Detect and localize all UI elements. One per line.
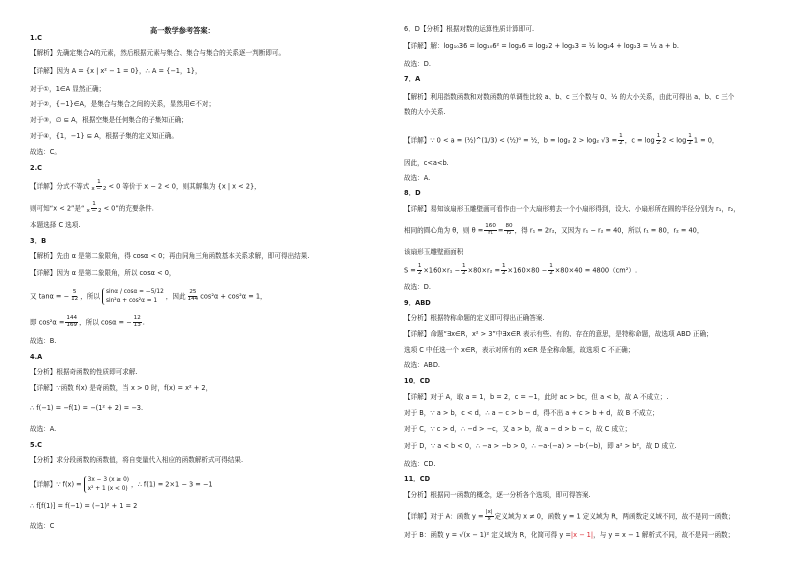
- q2-detail-line: 【详解】分式不等式 $\frac{1}{x - 2}$ < 0 等价于 x − 2 < 0，则其解集为 {x | x < 2}，: [30, 179, 261, 192]
- right-column-text-line: 6．D【分析】根据对数的运算性质计算即可.: [404, 25, 535, 33]
- left-column-text-line: 对于②，{−1}∈A，是集合与集合之间的关系，显然用∈不对；: [30, 100, 216, 108]
- right-column-text-line: 对于 C，∵ c > d，∴ −d > −c，又 a > b，故 a − d > b − c，故 C 成立；: [404, 425, 632, 433]
- right-column-text-line: 9．ABD: [404, 299, 431, 307]
- q4-detail-line: 【详解】∵函数 f(x) 是奇函数，当 x > 0 时，f(x) = x² + 2，: [30, 384, 213, 392]
- right-column-text-line: 【详解】易知该扇形玉雕壁画可看作由一个大扇形剪去一个小扇形得到，设大、小扇形所在圆的半径分别为 r₁，r₂，: [404, 205, 740, 213]
- fraction: $\frac{5}{12}$: [71, 289, 79, 303]
- right-column-text-line: 故选：ABD.: [404, 361, 440, 369]
- fraction: $\frac{1}{2}$: [549, 263, 553, 276]
- fraction: $\frac{|x|}{x}$: [485, 509, 493, 522]
- left-column-text-line: 【分析】根据奇函数的性质即可求解.: [30, 368, 138, 376]
- left-column-text-line: 对于①，1∈A 显然正确；: [30, 85, 106, 93]
- left-column-text-line: 2.C: [30, 164, 42, 172]
- fraction: $\frac{1}{2}$: [656, 133, 661, 146]
- right-column-text-line: 【详解】对于 A，取 a = 1，b = 2，c = −1，此时 ac > bc，但 a < b，故 A 不成立；.: [404, 393, 669, 401]
- left-column-text-line: 故选：C。: [30, 148, 61, 156]
- fraction: $\frac{1}{2}$: [688, 133, 692, 146]
- q8-area-line: S = $\frac{1}{2}$ ×160×r₁ − $\frac{1}{2}$ ×80×r₂ = $\frac{1}{2}$ ×160×80 − $\frac{1}{2}$ ×80×40 = 4800（cm²）.: [404, 263, 638, 276]
- right-column-text-line: 该扇形玉雕壁画面积: [404, 248, 464, 256]
- left-column-text-line: 3．B: [30, 237, 47, 245]
- fraction: $\frac{1}{x - 2}$: [86, 201, 102, 214]
- q6-detail-line: 【详解】解：log₁₀36 = log₁₀6² = log₂6 = log₂2 + log₂3 = ½ log₂4 + log₂3 = ½ a + b.: [404, 42, 679, 50]
- q11-option-a: 【详解】对于 A：函数 y = $\frac{|x|}{x}$ 定义域为 x ≠ 0，函数 y = 1 定义域为 R，两函数定义域不同，故不是同一函数；: [404, 509, 735, 522]
- q11-option-b: 对于 B：函数 y = √(x − 1)² 定义域为 R，化简可得 y =|x − 1|，与 y = x − 1 解析式不同，故不是同一函数；: [404, 531, 735, 539]
- right-column-text-line: 10．CD: [404, 377, 431, 385]
- equation-system: sinα / cosα = −5/12 sin²α + cos²α = 1: [102, 288, 164, 305]
- q3-tan-line: 又 tanα = − $\frac{5}{12}$ ，所以sinα / cosα = −5/12 sin²α + cos²α = 1 ，因此 $\frac{25}{144}$ cos²α + cos²α = 1，: [30, 289, 267, 304]
- right-column: [404, 0, 776, 562]
- q2-conclusion-line: 则可知“x < 2”是“ $\frac{1}{x - 2}$ < 0”的充要条件.: [30, 201, 154, 214]
- right-column-text-line: 【分析】根据同一函数的概念，逐一分析各个选项，即可得答案.: [404, 491, 591, 499]
- right-column-text-line: 故选：D.: [404, 283, 431, 291]
- right-column-text-line: 【分析】根据特称命题的定义即可得出正确答案.: [404, 314, 545, 322]
- left-column-text-line: 对于④，{1，−1} ⊆ A，根据子集的定义知正确。: [30, 132, 178, 140]
- right-column-text-line: 【解析】利用指数函数和对数函数的单调性比较 a、b、c 三个数与 0、½ 的大小关系，由此可得出 a、b、c 三个: [404, 93, 735, 101]
- fraction: $\frac{25}{144}$: [187, 289, 199, 303]
- left-column-text-line: 本题选择 C 选项.: [30, 221, 81, 229]
- fraction: $\frac{12}{13}$: [133, 315, 141, 328]
- piecewise-function: 3x − 3 (x ≥ 0) x² + 1 (x < 0): [84, 476, 129, 493]
- left-column-text-line: 故选：B.: [30, 337, 57, 345]
- q7-detail-line: 【详解】∵ 0 < a = (½)^(1/3) < (½)⁰ = ½，b = log₂ 2 > log₂ √3 = $\frac{1}{2}$ ，c = log $\frac{1}{2}$ 2 < log $\frac{1}{2}$ 1 = 0，: [404, 133, 719, 146]
- left-column-text-line: 对于③，∅ ⊆ A，根据空集是任何集合的子集知正确；: [30, 116, 188, 124]
- fraction: $\frac{1}{2}$: [462, 263, 466, 276]
- left-column-text-line: 4.A: [30, 353, 43, 361]
- left-column-text-line: 【解析】先确定集合A的元素，然后根据元素与集合、集合与集合的关系逐一判断即可。: [30, 49, 286, 57]
- right-column-text-line: 因此，c<a<b.: [404, 159, 449, 167]
- q3-result-line: 即 cos²α = $\frac{144}{169}$ ，所以 cosα = − $\frac{12}{13}$ .: [30, 315, 145, 328]
- right-column-text-line: 数的大小关系.: [404, 108, 446, 116]
- fraction: $\frac{80}{\text{r₂}}$: [505, 223, 513, 236]
- right-column-text-line: 故选：D.: [404, 60, 431, 68]
- left-column-text-line: 故选：C: [30, 522, 55, 530]
- left-column-text-line: 【分析】求分段函数的函数值，将自变量代入相应的函数解析式可得结果.: [30, 456, 244, 464]
- right-column-text-line: 对于 B，∵ a > b，c < d，∴ a − c > b − d，得不出 a + c > b + d，故 B 不成立；: [404, 409, 659, 417]
- right-column-text-line: 选项 C 中任选一个 x∈R，表示对所有的 x∈R 是全称命题，故选项 C 不正确；: [404, 346, 635, 354]
- left-column-text-line: 故选：A.: [30, 425, 57, 433]
- fraction: $\frac{160}{\text{r₁}}$: [485, 223, 496, 236]
- left-column-text-line: 1.C: [30, 34, 42, 42]
- right-column-text-line: 8．D: [404, 189, 421, 197]
- q5-detail-line: 【详解】∵ f(x) =3x − 3 (x ≥ 0) x² + 1 (x < 0) ，∴ f(1) = 2×1 − 3 = −1: [30, 477, 213, 492]
- left-column: [30, 0, 402, 562]
- right-column-text-line: 7．A: [404, 75, 421, 83]
- fraction: $\frac{1}{x - 2}$: [91, 179, 107, 192]
- right-column-text-line: 对于 D，∵ a < b < 0，∴ −a > −b > 0，∴ −a·(−a) > −b·(−b)，即 a² > b²，故 D 成立.: [404, 442, 677, 450]
- q4-result-line: ∴ f(−1) = −f(1) = −(1² + 2) = −3.: [30, 404, 144, 412]
- fraction: $\frac{1}{2}$: [501, 263, 506, 276]
- left-column-text-line: 【详解】因为 α 是第二象限角，所以 cosα < 0，: [30, 269, 176, 277]
- right-column-text-line: 11．CD: [404, 475, 431, 483]
- right-column-text-line: 故选：CD.: [404, 460, 436, 468]
- right-column-text-line: 【详解】命题“∃x∈R，x² > 3”中∃x∈R 表示有些、有的、存在的意思，是特称命题，故选项 ABD 正确；: [404, 330, 713, 338]
- fraction: $\frac{1}{2}$: [619, 133, 623, 146]
- q5-result-line: ∴ f[f(1)] = f(−1) = (−1)² + 1 = 2: [30, 502, 138, 510]
- left-column-text-line: 【解析】先由 α 是第二象限角，得 cosα < 0；再由同角三角函数基本关系求解，即可得出结果.: [30, 252, 310, 260]
- left-column-text-line: 5.C: [30, 441, 42, 449]
- left-column-text-line: 【详解】因为 A = {x | x² − 1 = 0}，∴ A = {−1，1}，: [30, 67, 202, 75]
- document-title: 高一数学参考答案：: [150, 26, 215, 35]
- q8-radius-line: 相同的圆心角为 θ，则 θ = $\frac{160}{\text{r₁}}$ = $\frac{80}{\text{r₂}}$ ，得 r₁ = 2r₂，又因为 r₁ − r₂ = 40，所以 r₁ = 80，r₂ = 40，: [404, 223, 704, 236]
- fraction: $\frac{144}{169}$: [66, 315, 78, 328]
- right-column-text-line: 故选：A.: [404, 174, 431, 182]
- highlighted-expression: |x − 1|: [570, 531, 594, 539]
- fraction: $\frac{1}{2}$: [417, 263, 422, 276]
